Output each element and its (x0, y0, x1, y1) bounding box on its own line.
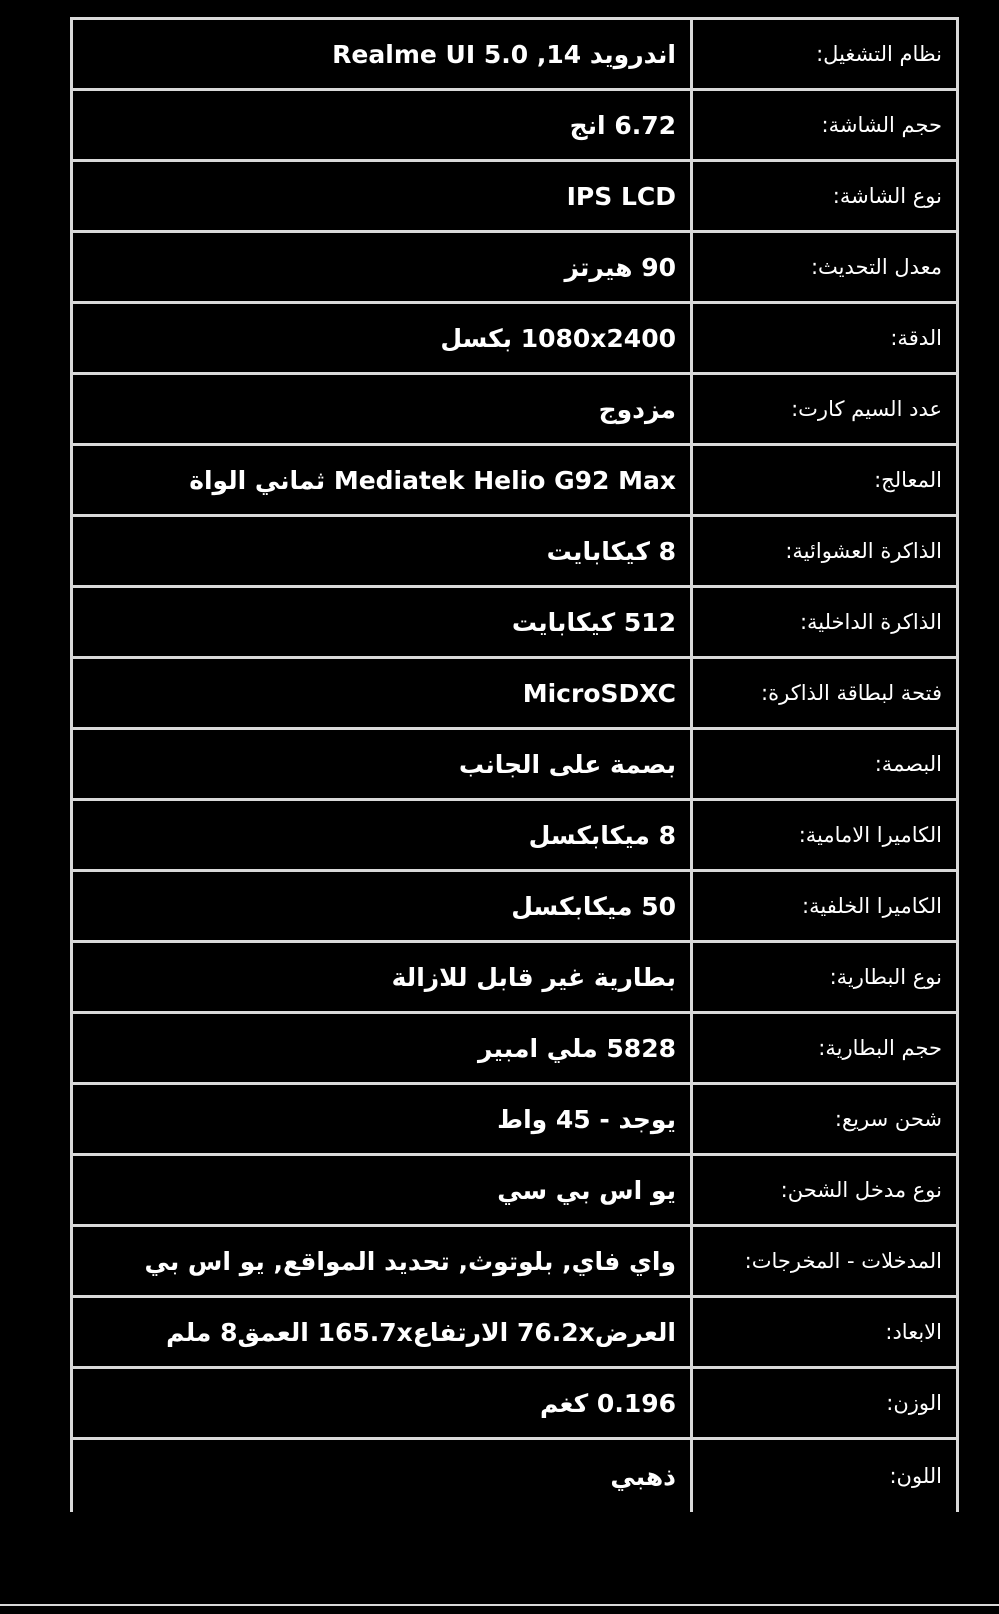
spec-label: نظام التشغيل: (692, 19, 958, 90)
spec-label: حجم البطارية: (692, 1013, 958, 1084)
bottom-divider (0, 1604, 999, 1606)
spec-value: ذهبي (72, 1439, 692, 1513)
spec-value: مزدوج (72, 374, 692, 445)
spec-label: نوع مدخل الشحن: (692, 1155, 958, 1226)
spec-row-processor (72, 445, 958, 516)
spec-value: 512 كيكابايت (72, 587, 692, 658)
spec-row-dimensions (72, 1297, 958, 1368)
spec-value: يوجد - 45 واط (72, 1084, 692, 1155)
spec-row-front-camera (72, 800, 958, 871)
spec-label: نوع الشاشة: (692, 161, 958, 232)
spec-row-color (72, 1439, 958, 1513)
spec-value: MicroSDXC (72, 658, 692, 729)
spec-value: واي فاي, بلوتوث, تحديد المواقع, يو اس بي (72, 1226, 692, 1297)
spec-row-rear-camera (72, 871, 958, 942)
spec-row-ram (72, 516, 958, 587)
spec-label: الذاكرة الداخلية: (692, 587, 958, 658)
spec-row-resolution (72, 303, 958, 374)
specifications-table (70, 17, 959, 1512)
spec-value: Mediatek Helio G92 Max ثماني الواة (72, 445, 692, 516)
spec-value: 5828 ملي امبير (72, 1013, 692, 1084)
spec-row-weight (72, 1368, 958, 1439)
spec-label: الوزن: (692, 1368, 958, 1439)
spec-value: بصمة على الجانب (72, 729, 692, 800)
spec-label: معدل التحديث: (692, 232, 958, 303)
spec-value: 0.196 كغم (72, 1368, 692, 1439)
spec-label: الابعاد: (692, 1297, 958, 1368)
spec-label: فتحة لبطاقة الذاكرة: (692, 658, 958, 729)
spec-row-sim (72, 374, 958, 445)
spec-label: المعالج: (692, 445, 958, 516)
spec-row-storage (72, 587, 958, 658)
spec-label: الكاميرا الخلفية: (692, 871, 958, 942)
spec-value: اندرويد 14, Realme UI 5.0 (72, 19, 692, 90)
spec-row-memory-card (72, 658, 958, 729)
spec-label: اللون: (692, 1439, 958, 1513)
spec-row-refresh-rate (72, 232, 958, 303)
spec-row-fast-charging (72, 1084, 958, 1155)
spec-row-io (72, 1226, 958, 1297)
spec-label: الذاكرة العشوائية: (692, 516, 958, 587)
spec-row-charging-port (72, 1155, 958, 1226)
spec-label: عدد السيم كارت: (692, 374, 958, 445)
spec-label: الكاميرا الامامية: (692, 800, 958, 871)
spec-label: الدقة: (692, 303, 958, 374)
spec-value: 8 كيكابايت (72, 516, 692, 587)
spec-label: البصمة: (692, 729, 958, 800)
spec-value: 8 ميكابكسل (72, 800, 692, 871)
spec-label: حجم الشاشة: (692, 90, 958, 161)
spec-value: 6.72 انج (72, 90, 692, 161)
spec-row-screen-size (72, 90, 958, 161)
spec-value: يو اس بي سي (72, 1155, 692, 1226)
spec-row-os (72, 19, 958, 90)
spec-label: شحن سريع: (692, 1084, 958, 1155)
spec-row-screen-type (72, 161, 958, 232)
spec-value: العرض76.2x الارتفاع165.7x العمق8 ملم (72, 1297, 692, 1368)
spec-label: نوع البطارية: (692, 942, 958, 1013)
spec-value: IPS LCD (72, 161, 692, 232)
spec-value: بطارية غير قابل للازالة (72, 942, 692, 1013)
spec-value: 50 ميكابكسل (72, 871, 692, 942)
spec-row-battery-type (72, 942, 958, 1013)
spec-value: 1080x2400 بكسل (72, 303, 692, 374)
spec-value: 90 هيرتز (72, 232, 692, 303)
spec-label: المدخلات - المخرجات: (692, 1226, 958, 1297)
spec-row-battery-size (72, 1013, 958, 1084)
spec-row-fingerprint (72, 729, 958, 800)
